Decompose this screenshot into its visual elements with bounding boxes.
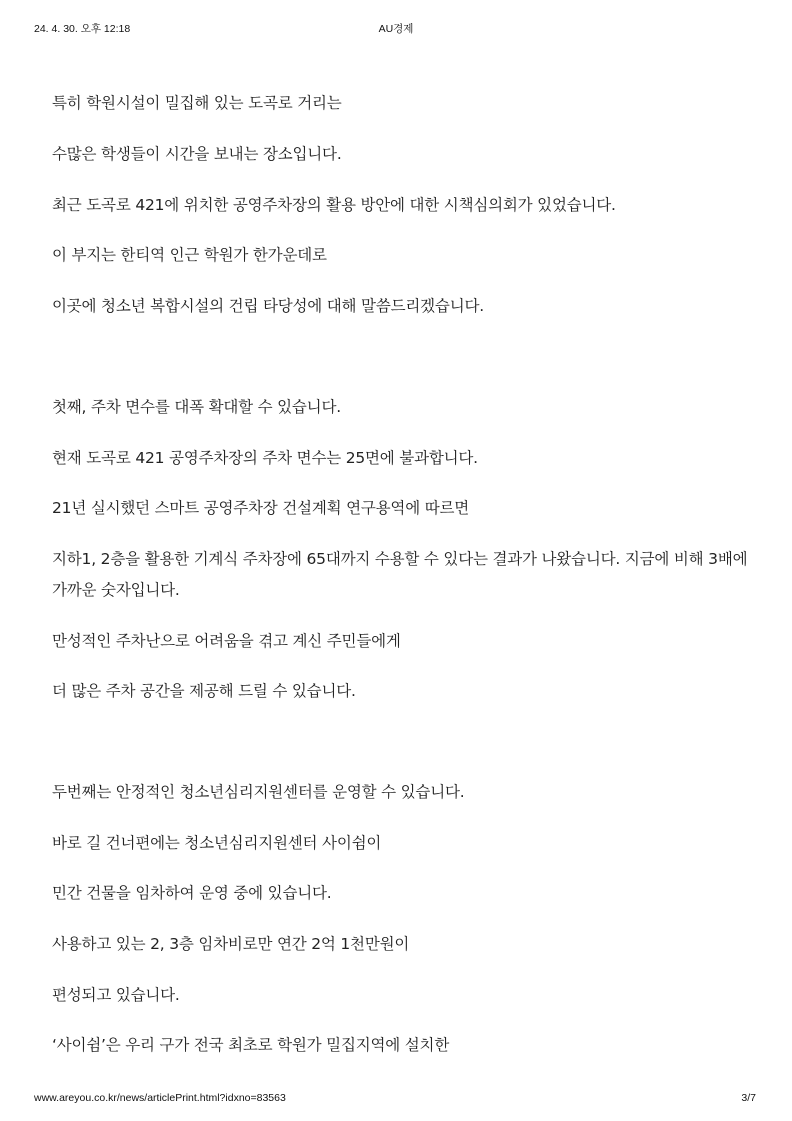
paragraph: 이 부지는 한티역 인근 학원가 한가운데로 xyxy=(52,246,327,264)
site-title: AU경제 xyxy=(378,23,414,35)
paragraph: 민간 건물을 임차하여 운영 중에 있습니다. xyxy=(52,884,332,902)
article-url: www.areyou.co.kr/news/articlePrint.html?idxno=83563 xyxy=(34,1092,286,1104)
paragraph: 현재 도곡로 421 공영주차장의 주차 면수는 25면에 불과합니다. xyxy=(52,449,478,467)
paragraph: 바로 길 건너편에는 청소년심리지원센터 사이쉼이 xyxy=(52,834,382,852)
print-datetime: 24. 4. 30. 오후 12:18 xyxy=(34,23,131,35)
paragraph: 최근 도곡로 421에 위치한 공영주차장의 활용 방안에 대한 시책심의회가 있었습니다. xyxy=(52,196,616,214)
paragraph: 더 많은 주차 공간을 제공해 드릴 수 있습니다. xyxy=(52,682,356,700)
page-number: 3/7 xyxy=(741,1092,756,1104)
paragraph: 만성적인 주차난으로 어려움을 겪고 계신 주민들에게 xyxy=(52,632,401,650)
paragraph: 첫째, 주차 면수를 대폭 확대할 수 있습니다. xyxy=(52,398,341,416)
paragraph: 특히 학원시설이 밀집해 있는 도곡로 거리는 xyxy=(52,94,342,112)
paragraph: 이곳에 청소년 복합시설의 건립 타당성에 대해 말씀드리겠습니다. xyxy=(52,297,484,315)
paragraph: ‘사이쉼’은 우리 구가 전국 최초로 학원가 밀집지역에 설치한 xyxy=(52,1036,450,1054)
paragraph: 수많은 학생들이 시간을 보내는 장소입니다. xyxy=(52,145,342,163)
paragraph: 편성되고 있습니다. xyxy=(52,986,180,1004)
paragraph: 두번째는 안정적인 청소년심리지원센터를 운영할 수 있습니다. xyxy=(52,783,465,801)
paragraph: 21년 실시했던 스마트 공영주차장 건설계획 연구용역에 따르면 xyxy=(52,499,470,517)
paragraph: 지하1, 2층을 활용한 기계식 주차장에 65대까지 수용할 수 있다는 결과가 나왔습니다. 지금에 비해 3배에 가까운 숫자입니다. xyxy=(52,550,748,599)
paragraph: 사용하고 있는 2, 3층 임차비로만 연간 2억 1천만원이 xyxy=(52,935,410,953)
